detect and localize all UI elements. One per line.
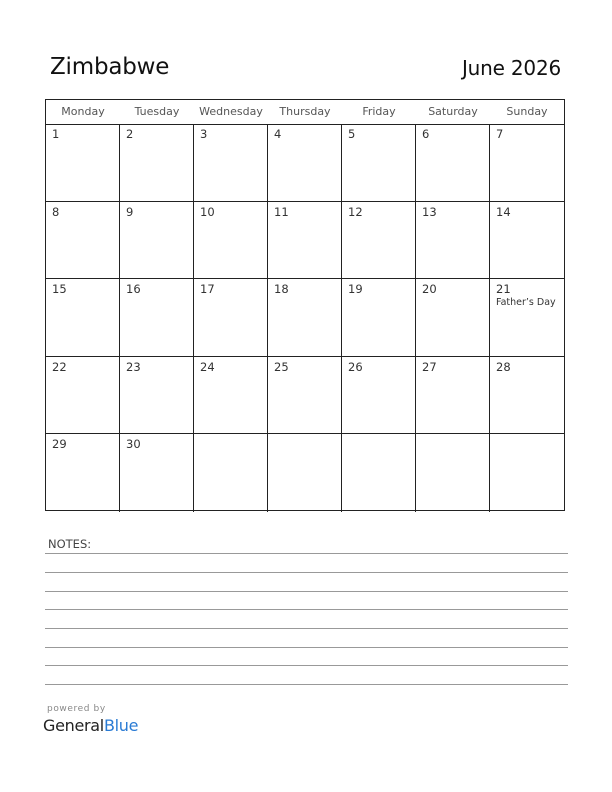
weekday-header: Sunday [506,105,548,118]
day-cell [268,279,342,357]
day-cell [416,434,490,512]
day-cell [268,434,342,512]
day-cell [416,279,490,357]
day-number: 25 [274,359,289,374]
day-cell [416,124,490,202]
day-cell [416,202,490,280]
day-number: 12 [348,204,363,219]
day-cell [268,202,342,280]
weekday-header: Friday [362,105,396,118]
day-cell [46,279,120,357]
day-number: 23 [126,359,141,374]
day-cell [120,434,194,512]
day-number: 18 [274,282,289,297]
note-line [45,553,568,554]
note-line [45,647,568,648]
day-cell [120,124,194,202]
day-number: 8 [52,204,60,219]
day-number: 6 [422,127,430,141]
note-line [45,628,568,629]
day-cell [342,357,416,435]
day-number: 22 [52,359,67,374]
day-cell [268,124,342,202]
day-cell [120,357,194,435]
brand-logo-general: General [43,716,104,735]
day-number: 28 [496,359,511,374]
day-number: 29 [52,437,67,452]
weekday-header-row [46,100,564,125]
day-number: 2 [126,127,134,141]
day-number: 16 [126,282,141,297]
day-cell [194,434,268,512]
day-number: 21 [496,282,511,297]
day-number: 14 [496,204,511,219]
day-number: 7 [496,127,504,141]
day-number: 4 [274,127,282,141]
day-number: 5 [348,127,356,141]
day-number: 24 [200,359,215,374]
day-number: 30 [126,437,141,452]
day-cell [120,279,194,357]
note-line [45,609,568,610]
day-number: 17 [200,282,215,297]
day-cell [194,279,268,357]
weekday-header: Tuesday [134,105,180,118]
day-cell [416,357,490,435]
note-line [45,665,568,666]
note-line [45,684,568,685]
day-cell [194,124,268,202]
day-cell [490,124,564,202]
day-cell [490,357,564,435]
day-cell [194,202,268,280]
day-number: 11 [274,204,289,219]
weekday-header: Wednesday [199,105,263,118]
brand-logo [43,716,138,735]
day-cell [490,434,564,512]
day-cell [46,357,120,435]
calendar-days [46,124,564,512]
day-cell [490,279,564,357]
day-number: 3 [200,127,208,141]
note-line [45,572,568,573]
day-cell [268,357,342,435]
weekday-header: Monday [61,105,105,118]
day-cell [342,124,416,202]
day-cell [342,279,416,357]
day-number: 9 [126,204,134,219]
day-number: 1 [52,127,60,141]
weekday-header: Thursday [279,105,331,118]
note-line [45,591,568,592]
holiday-label: Father’s Day [496,297,556,309]
day-number: 19 [348,282,363,297]
day-cell [342,202,416,280]
notes-label: NOTES: [48,537,92,551]
day-cell [120,202,194,280]
day-cell [490,202,564,280]
day-number: 13 [422,204,437,219]
day-cell [342,434,416,512]
country-title: Zimbabwe [50,54,170,80]
day-cell [46,124,120,202]
day-cell [46,202,120,280]
day-number: 26 [348,359,363,374]
day-number: 27 [422,359,437,374]
calendar-grid [45,99,565,511]
day-cell [194,357,268,435]
day-number: 20 [422,282,437,297]
day-number: 15 [52,282,67,297]
month-year-title: June 2026 [461,56,561,80]
powered-by-text: powered by [47,704,106,714]
day-cell [46,434,120,512]
brand-logo-blue: Blue [103,716,139,735]
weekday-header: Saturday [428,105,478,118]
day-number: 10 [200,204,215,219]
